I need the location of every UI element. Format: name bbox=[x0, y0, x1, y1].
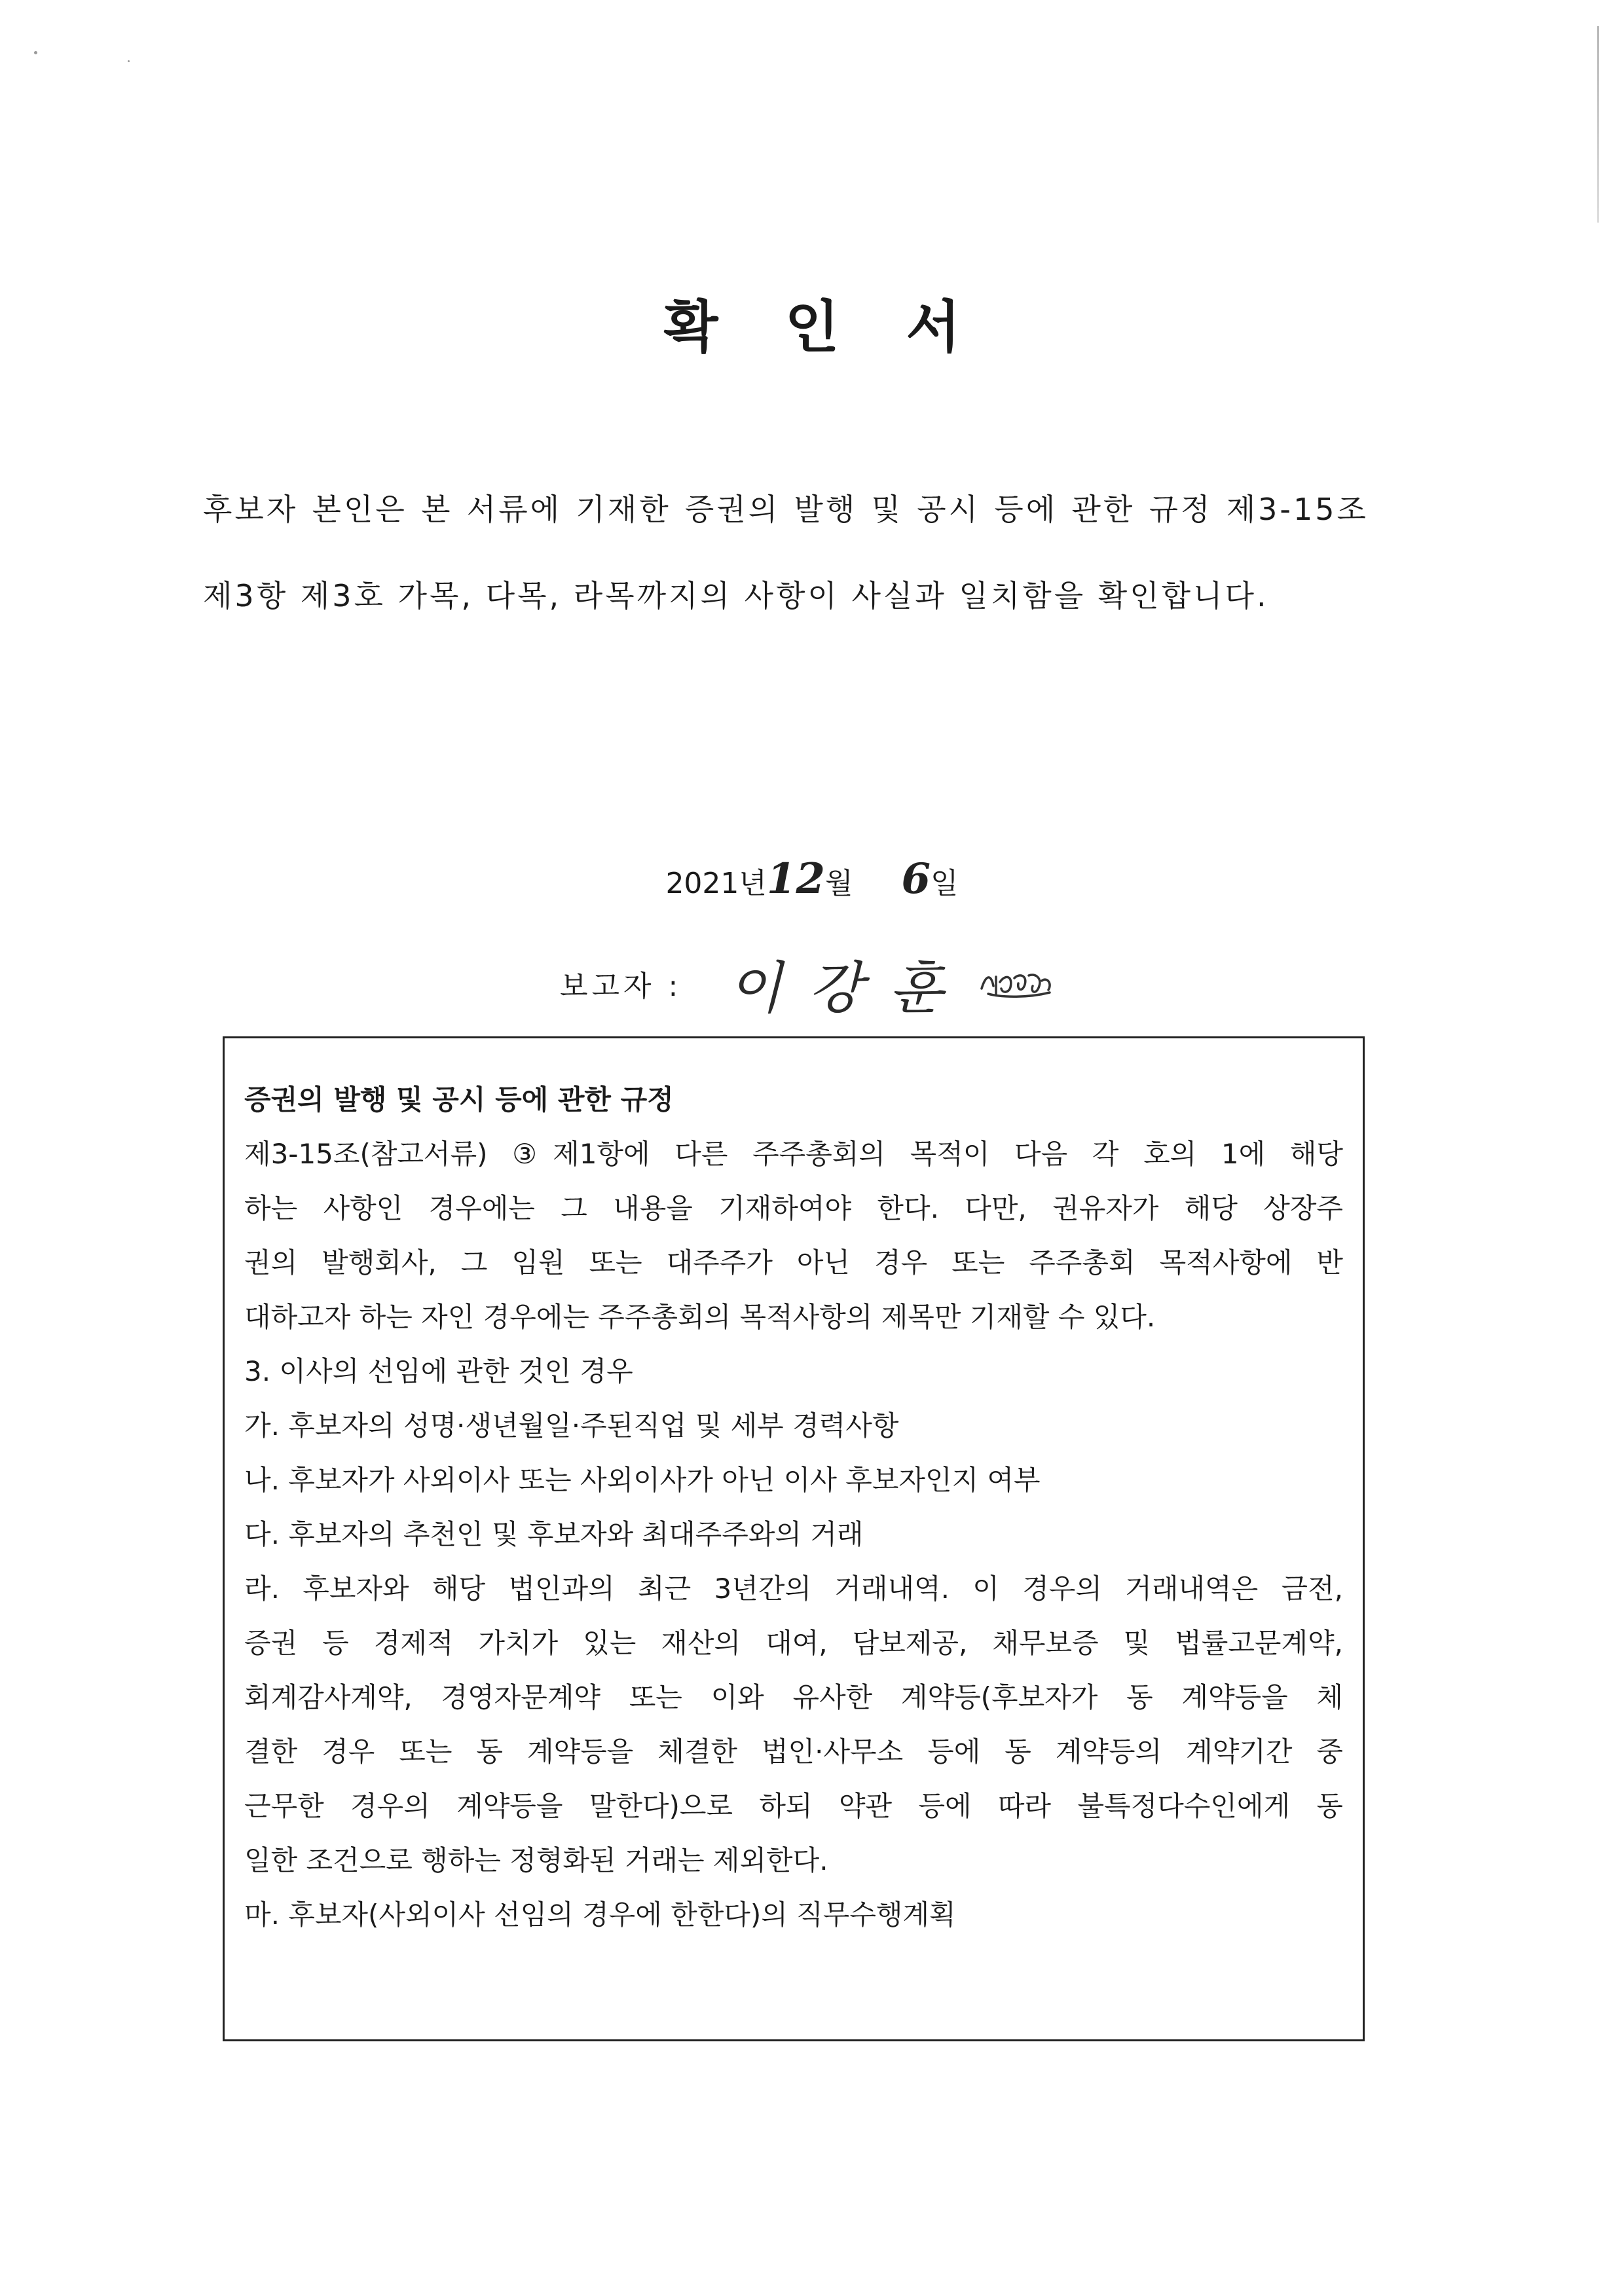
reporter-signature: 이강훈 bbox=[728, 956, 970, 1021]
document-title: 확 인 서 bbox=[663, 295, 984, 360]
date-day-suffix: 일 bbox=[931, 867, 959, 900]
regulation-item-ra-line: 증권 등 경제적 가치가 있는 재산의 대여, 담보제공, 채무보증 및 법률고문계약, bbox=[244, 1627, 1343, 1659]
date-day-handwritten: 6 bbox=[901, 854, 931, 903]
regulation-paragraph-line: 하는 사항인 경우에는 그 내용을 기재하여야 한다. 다만, 권유자가 해당 상장주 bbox=[244, 1192, 1343, 1224]
seal-stamp bbox=[976, 964, 1055, 1003]
regulation-item-ra-line: 일한 조건으로 행하는 정형화된 거래는 제외한다. bbox=[244, 1844, 828, 1876]
date-line bbox=[0, 854, 1624, 903]
intro-paragraph: 후보자 본인은 본 서류에 기재한 증권의 발행 및 공시 등에 관한 규정 제3-15조 제3항 제3호 가목, 다목, 라목까지의 사항이 사실과 일치함을 확인합니다. bbox=[203, 492, 1369, 613]
regulation-item-ga: 가. 후보자의 성명·생년월일·주된직업 및 세부 경력사항 bbox=[244, 1410, 899, 1442]
scan-edge bbox=[1597, 26, 1599, 223]
regulation-paragraph-line: 제3-15조(참고서류) ③제1항에 다른 주주총회의 목적이 다음 각 호의 1에 해당 bbox=[244, 1138, 1343, 1170]
scan-speck bbox=[34, 51, 37, 54]
regulation-item-ra-line: 회계감사계약, 경영자문계약 또는 이와 유사한 계약등(후보자가 동 계약등을 체 bbox=[244, 1681, 1343, 1713]
regulation-item-na: 나. 후보자가 사외이사 또는 사외이사가 아닌 이사 후보자인지 여부 bbox=[244, 1464, 1041, 1496]
regulation-box bbox=[223, 1036, 1365, 2041]
date-month-handwritten: 12 bbox=[766, 854, 825, 903]
regulation-item-da: 다. 후보자의 추천인 및 후보자와 최대주주와의 거래 bbox=[244, 1518, 864, 1550]
regulation-paragraph-line: 권의 발행회사, 그 임원 또는 대주주가 아닌 경우 또는 주주총회 목적사항에 반 bbox=[244, 1247, 1343, 1279]
regulation-item-ra-line: 라. 후보자와 해당 법인과의 최근 3년간의 거래내역. 이 경우의 거래내역은 금전, bbox=[244, 1573, 1343, 1605]
date-year: 2021년 bbox=[665, 867, 767, 900]
reporter-line bbox=[560, 943, 1055, 1024]
scan-speck bbox=[128, 60, 130, 62]
reporter-label: 보고자 : bbox=[560, 970, 682, 1003]
date-month-suffix: 월 bbox=[824, 867, 853, 900]
regulation-item-3: 3. 이사의 선임에 관한 것인 경우 bbox=[244, 1355, 633, 1387]
regulation-item-ma: 마. 후보자(사외이사 선임의 경우에 한한다)의 직무수행계획 bbox=[244, 1899, 956, 1931]
regulation-item-ra-line: 근무한 경우의 계약등을 말한다)으로 하되 약관 등에 따라 불특정다수인에게 동 bbox=[244, 1790, 1343, 1822]
regulation-heading: 증권의 발행 및 공시 등에 관한 규정 bbox=[244, 1084, 674, 1116]
regulation-item-ra-line: 결한 경우 또는 동 계약등을 체결한 법인·사무소 등에 동 계약등의 계약기간 중 bbox=[244, 1736, 1343, 1768]
regulation-paragraph-line: 대하고자 하는 자인 경우에는 주주총회의 목적사항의 제목만 기재할 수 있다. bbox=[244, 1301, 1156, 1333]
